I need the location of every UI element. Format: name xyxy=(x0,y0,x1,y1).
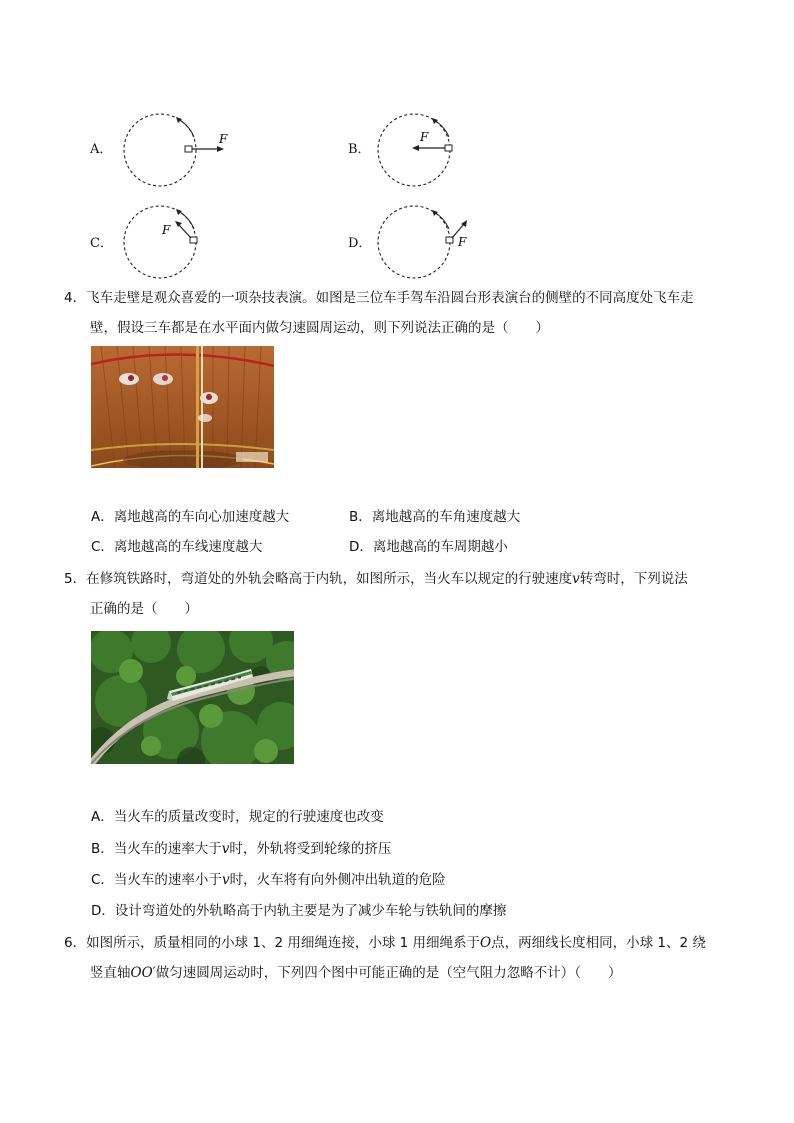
q5-option-d[interactable]: D．设计弯道处的外轨略高于内轨主要是为了减少车轮与铁轨间的摩擦 xyxy=(91,903,507,919)
option-d-figure xyxy=(372,202,512,282)
stunt-wall-photo xyxy=(91,346,274,468)
force-label-c: F xyxy=(162,223,171,237)
force-label-b: F xyxy=(420,130,429,144)
force-label-d: F xyxy=(458,235,467,249)
q3-option-d[interactable] xyxy=(340,202,520,282)
q3-option-c[interactable] xyxy=(80,202,260,282)
question-6-line1: 6．如图所示，质量相同的小球 1、2 用细绳连接，小球 1 用细绳系于O点，两细线长度相同，小球 1、2 绕 xyxy=(64,935,706,951)
q4-option-b[interactable]: B．离地越高的车角速度越大 xyxy=(349,509,521,525)
q4-option-d[interactable]: D．离地越高的车周期越小 xyxy=(349,539,508,555)
q4-option-c[interactable]: C．离地越高的车线速度越大 xyxy=(91,539,263,555)
option-d-label: D． xyxy=(348,236,372,251)
option-b-figure xyxy=(372,110,512,190)
train-curve-photo xyxy=(91,631,294,764)
question-6 xyxy=(64,928,729,988)
question-number: 6． xyxy=(64,935,87,951)
question-number: 4． xyxy=(64,290,87,306)
option-b-label: B． xyxy=(348,142,371,157)
question-6-line2: 竖直轴OO′做匀速圆周运动时，下列四个图中可能正确的是（空气阻力忽略不计）（ ） xyxy=(90,965,622,981)
option-c-label: C． xyxy=(90,236,113,251)
option-c-figure xyxy=(118,202,258,282)
q4-option-a[interactable]: A．离地越高的车向心加速度越大 xyxy=(91,509,290,525)
q5-option-a[interactable]: A．当火车的质量改变时，规定的行驶速度也改变 xyxy=(91,809,384,825)
question-4-line2: 壁，假设三车都是在水平面内做匀速圆周运动，则下列说法正确的是（ ） xyxy=(90,320,549,336)
q5-option-b[interactable]: B．当火车的速率大于v时，外轨将受到轮缘的挤压 xyxy=(91,841,392,857)
question-5-line2: 正确的是（ ） xyxy=(90,601,198,617)
question-5 xyxy=(64,564,729,624)
option-a-label: A． xyxy=(90,142,113,157)
q3-option-a[interactable] xyxy=(80,110,260,190)
question-5-line1: 5．在修筑铁路时，弯道处的外轨会略高于内轨，如图所示，当火车以规定的行驶速度v转弯时，下列说法 xyxy=(64,571,688,587)
question-4-line1: 4．飞车走壁是观众喜爱的一项杂技表演。如图是三位车手驾车沿圆台形表演台的侧壁的不同高度处飞车走 xyxy=(64,290,694,306)
force-label-a: F xyxy=(219,132,228,146)
option-a-figure xyxy=(118,110,258,190)
q3-option-b[interactable] xyxy=(340,110,520,190)
question-4 xyxy=(64,283,729,343)
question-number: 5． xyxy=(64,571,87,587)
q5-option-c[interactable]: C．当火车的速率小于v时，火车将有向外侧冲出轨道的危险 xyxy=(91,872,446,888)
